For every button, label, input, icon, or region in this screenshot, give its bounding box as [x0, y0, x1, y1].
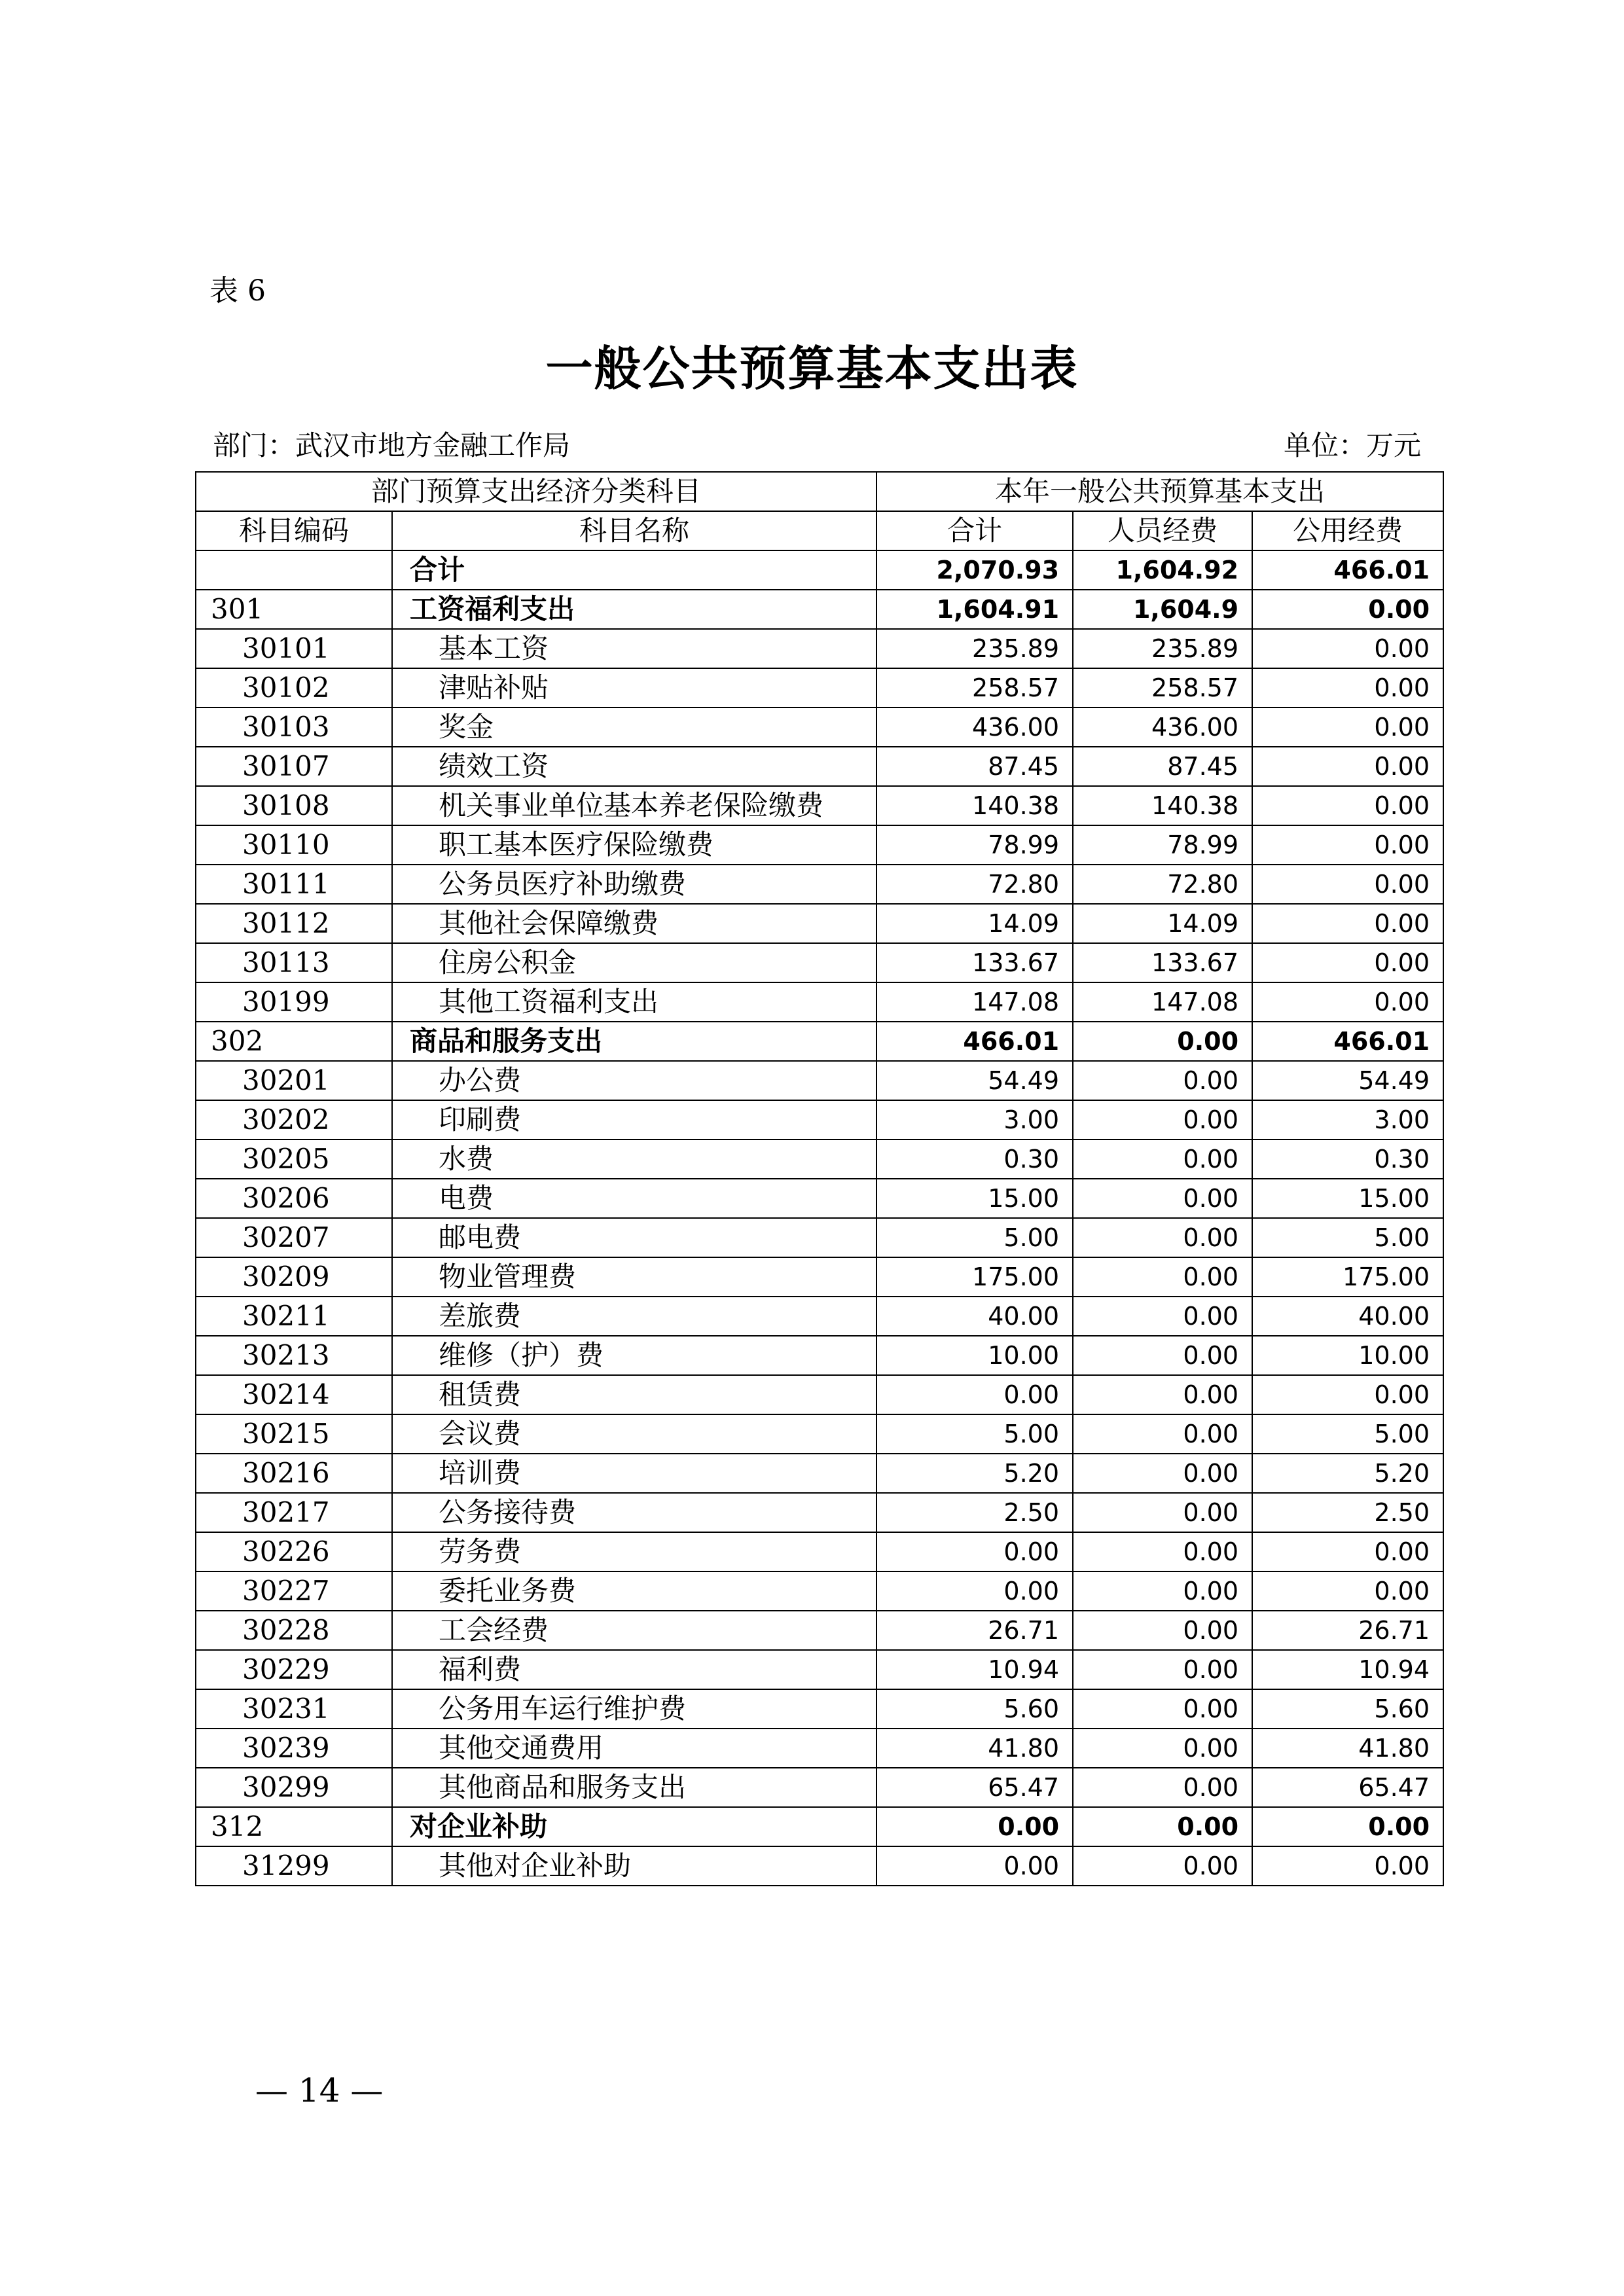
header-personnel: 人员经费 — [1073, 511, 1252, 550]
cell-public: 0.00 — [1252, 865, 1443, 904]
cell-code: 30202 — [196, 1100, 392, 1139]
cell-public: 3.00 — [1252, 1100, 1443, 1139]
cell-name: 邮电费 — [392, 1218, 876, 1257]
table-row — [196, 1729, 1443, 1768]
cell-personnel: 78.99 — [1073, 825, 1252, 865]
cell-total: 466.01 — [876, 1022, 1073, 1061]
table-row — [196, 786, 1443, 825]
cell-personnel: 0.00 — [1073, 1807, 1252, 1846]
table-row — [196, 904, 1443, 943]
cell-personnel: 0.00 — [1073, 1650, 1252, 1689]
cell-public: 10.00 — [1252, 1336, 1443, 1375]
cell-total: 5.60 — [876, 1689, 1073, 1729]
cell-code: 301 — [196, 590, 392, 629]
table-row — [196, 1493, 1443, 1532]
cell-code: 30112 — [196, 904, 392, 943]
cell-total: 2.50 — [876, 1493, 1073, 1532]
cell-code: 302 — [196, 1022, 392, 1061]
table-row — [196, 1139, 1443, 1179]
cell-code: 30217 — [196, 1493, 392, 1532]
cell-total: 72.80 — [876, 865, 1073, 904]
cell-total: 175.00 — [876, 1257, 1073, 1297]
cell-code: 30215 — [196, 1414, 392, 1454]
table-row — [196, 1650, 1443, 1689]
cell-public: 5.20 — [1252, 1454, 1443, 1493]
cell-name: 商品和服务支出 — [392, 1022, 876, 1061]
cell-name: 差旅费 — [392, 1297, 876, 1336]
cell-public: 41.80 — [1252, 1729, 1443, 1768]
table-row — [196, 1257, 1443, 1297]
cell-total: 0.30 — [876, 1139, 1073, 1179]
cell-personnel: 0.00 — [1073, 1139, 1252, 1179]
cell-personnel: 0.00 — [1073, 1375, 1252, 1414]
cell-name: 劳务费 — [392, 1532, 876, 1571]
table-row — [196, 1571, 1443, 1611]
cell-name: 印刷费 — [392, 1100, 876, 1139]
cell-name: 津贴补贴 — [392, 668, 876, 708]
table-row — [196, 1414, 1443, 1454]
cell-name: 委托业务费 — [392, 1571, 876, 1611]
header-code: 科目编码 — [196, 511, 392, 550]
cell-public: 0.00 — [1252, 786, 1443, 825]
cell-total: 5.00 — [876, 1414, 1073, 1454]
table-row — [196, 1689, 1443, 1729]
cell-personnel: 0.00 — [1073, 1061, 1252, 1100]
cell-code: 30299 — [196, 1768, 392, 1807]
cell-total: 436.00 — [876, 708, 1073, 747]
cell-name: 公务用车运行维护费 — [392, 1689, 876, 1729]
header-name: 科目名称 — [392, 511, 876, 550]
cell-name: 住房公积金 — [392, 943, 876, 982]
cell-name: 物业管理费 — [392, 1257, 876, 1297]
cell-total: 0.00 — [876, 1846, 1073, 1886]
header-public: 公用经费 — [1252, 511, 1443, 550]
cell-name: 职工基本医疗保险缴费 — [392, 825, 876, 865]
cell-personnel: 0.00 — [1073, 1179, 1252, 1218]
cell-name: 维修（护）费 — [392, 1336, 876, 1375]
cell-code: 30107 — [196, 747, 392, 786]
cell-code: 30108 — [196, 786, 392, 825]
cell-name: 机关事业单位基本养老保险缴费 — [392, 786, 876, 825]
cell-code: 30205 — [196, 1139, 392, 1179]
cell-code: 30103 — [196, 708, 392, 747]
cell-public: 26.71 — [1252, 1611, 1443, 1650]
header-row-columns — [196, 511, 1443, 550]
table-row — [196, 1375, 1443, 1414]
cell-code: 30207 — [196, 1218, 392, 1257]
cell-total: 0.00 — [876, 1532, 1073, 1571]
cell-personnel: 72.80 — [1073, 865, 1252, 904]
cell-public: 0.00 — [1252, 629, 1443, 668]
cell-public: 0.00 — [1252, 982, 1443, 1022]
cell-personnel: 0.00 — [1073, 1414, 1252, 1454]
cell-public: 0.30 — [1252, 1139, 1443, 1179]
cell-total: 10.94 — [876, 1650, 1073, 1689]
cell-personnel: 0.00 — [1073, 1100, 1252, 1139]
cell-total: 258.57 — [876, 668, 1073, 708]
cell-name: 工会经费 — [392, 1611, 876, 1650]
cell-code — [196, 550, 392, 590]
cell-public: 466.01 — [1252, 1022, 1443, 1061]
header-row-group — [196, 472, 1443, 511]
cell-code: 312 — [196, 1807, 392, 1846]
cell-personnel: 436.00 — [1073, 708, 1252, 747]
table-row — [196, 982, 1443, 1022]
cell-code: 30229 — [196, 1650, 392, 1689]
cell-name: 电费 — [392, 1179, 876, 1218]
table-row — [196, 1297, 1443, 1336]
cell-total: 0.00 — [876, 1375, 1073, 1414]
cell-code: 30113 — [196, 943, 392, 982]
table-row — [196, 1807, 1443, 1846]
cell-personnel: 0.00 — [1073, 1532, 1252, 1571]
cell-total: 140.38 — [876, 786, 1073, 825]
cell-personnel: 0.00 — [1073, 1297, 1252, 1336]
cell-public: 0.00 — [1252, 943, 1443, 982]
cell-public: 40.00 — [1252, 1297, 1443, 1336]
cell-name: 公务员医疗补助缴费 — [392, 865, 876, 904]
cell-personnel: 0.00 — [1073, 1257, 1252, 1297]
department-label: 部门：武汉市地方金融工作局 — [213, 429, 571, 461]
cell-public: 175.00 — [1252, 1257, 1443, 1297]
cell-personnel: 147.08 — [1073, 982, 1252, 1022]
cell-code: 30111 — [196, 865, 392, 904]
cell-name: 对企业补助 — [392, 1807, 876, 1846]
table-row — [196, 1532, 1443, 1571]
cell-public: 0.00 — [1252, 590, 1443, 629]
cell-name: 绩效工资 — [392, 747, 876, 786]
cell-name: 培训费 — [392, 1454, 876, 1493]
table-label: 表 6 — [209, 274, 266, 308]
cell-public: 0.00 — [1252, 708, 1443, 747]
cell-total: 2,070.93 — [876, 550, 1073, 590]
cell-code: 31299 — [196, 1846, 392, 1886]
table-row — [196, 943, 1443, 982]
cell-personnel: 0.00 — [1073, 1611, 1252, 1650]
table-row — [196, 1454, 1443, 1493]
cell-public: 0.00 — [1252, 1532, 1443, 1571]
table-row — [196, 1768, 1443, 1807]
cell-total: 3.00 — [876, 1100, 1073, 1139]
table-row — [196, 708, 1443, 747]
cell-name: 其他工资福利支出 — [392, 982, 876, 1022]
cell-public: 5.00 — [1252, 1414, 1443, 1454]
cell-personnel: 0.00 — [1073, 1218, 1252, 1257]
cell-personnel: 14.09 — [1073, 904, 1252, 943]
cell-name: 其他社会保障缴费 — [392, 904, 876, 943]
cell-public: 65.47 — [1252, 1768, 1443, 1807]
cell-name: 基本工资 — [392, 629, 876, 668]
cell-public: 54.49 — [1252, 1061, 1443, 1100]
cell-personnel: 0.00 — [1073, 1336, 1252, 1375]
cell-total: 235.89 — [876, 629, 1073, 668]
cell-personnel: 87.45 — [1073, 747, 1252, 786]
cell-code: 30102 — [196, 668, 392, 708]
cell-total: 133.67 — [876, 943, 1073, 982]
cell-public: 0.00 — [1252, 668, 1443, 708]
cell-name: 办公费 — [392, 1061, 876, 1100]
table-row — [196, 629, 1443, 668]
cell-code: 30211 — [196, 1297, 392, 1336]
cell-name: 福利费 — [392, 1650, 876, 1689]
cell-personnel: 258.57 — [1073, 668, 1252, 708]
header-economic-classification: 部门预算支出经济分类科目 — [196, 472, 876, 511]
table-body — [196, 550, 1443, 1886]
cell-total: 15.00 — [876, 1179, 1073, 1218]
header-total: 合计 — [876, 511, 1073, 550]
cell-total: 14.09 — [876, 904, 1073, 943]
cell-public: 0.00 — [1252, 1846, 1443, 1886]
cell-code: 30101 — [196, 629, 392, 668]
cell-total: 40.00 — [876, 1297, 1073, 1336]
unit-label: 单位：万元 — [1283, 429, 1421, 461]
table-row — [196, 590, 1443, 629]
table-row — [196, 1061, 1443, 1100]
cell-code: 30201 — [196, 1061, 392, 1100]
cell-public: 5.00 — [1252, 1218, 1443, 1257]
table-row — [196, 1218, 1443, 1257]
cell-personnel: 235.89 — [1073, 629, 1252, 668]
table-row — [196, 1611, 1443, 1650]
cell-personnel: 0.00 — [1073, 1022, 1252, 1061]
cell-personnel: 140.38 — [1073, 786, 1252, 825]
cell-name: 租赁费 — [392, 1375, 876, 1414]
cell-personnel: 0.00 — [1073, 1729, 1252, 1768]
cell-code: 30228 — [196, 1611, 392, 1650]
cell-name: 其他商品和服务支出 — [392, 1768, 876, 1807]
cell-personnel: 0.00 — [1073, 1689, 1252, 1729]
cell-name: 公务接待费 — [392, 1493, 876, 1532]
cell-personnel: 0.00 — [1073, 1493, 1252, 1532]
cell-public: 5.60 — [1252, 1689, 1443, 1729]
cell-personnel: 133.67 — [1073, 943, 1252, 982]
table-row — [196, 1022, 1443, 1061]
cell-total: 1,604.91 — [876, 590, 1073, 629]
cell-code: 30227 — [196, 1571, 392, 1611]
cell-personnel: 0.00 — [1073, 1454, 1252, 1493]
cell-public: 15.00 — [1252, 1179, 1443, 1218]
cell-code: 30226 — [196, 1532, 392, 1571]
cell-total: 41.80 — [876, 1729, 1073, 1768]
table-row — [196, 1846, 1443, 1886]
cell-name: 其他交通费用 — [392, 1729, 876, 1768]
cell-personnel: 0.00 — [1073, 1846, 1252, 1886]
cell-code: 30110 — [196, 825, 392, 865]
cell-total: 65.47 — [876, 1768, 1073, 1807]
cell-code: 30213 — [196, 1336, 392, 1375]
page-number: — 14 — — [255, 2072, 384, 2109]
cell-public: 0.00 — [1252, 1375, 1443, 1414]
cell-code: 30209 — [196, 1257, 392, 1297]
cell-code: 30206 — [196, 1179, 392, 1218]
cell-public: 10.94 — [1252, 1650, 1443, 1689]
cell-public: 0.00 — [1252, 1571, 1443, 1611]
cell-code: 30239 — [196, 1729, 392, 1768]
cell-personnel: 1,604.9 — [1073, 590, 1252, 629]
cell-public: 0.00 — [1252, 747, 1443, 786]
cell-total: 5.20 — [876, 1454, 1073, 1493]
cell-personnel: 1,604.92 — [1073, 550, 1252, 590]
cell-total: 10.00 — [876, 1336, 1073, 1375]
cell-public: 0.00 — [1252, 825, 1443, 865]
table-row — [196, 1336, 1443, 1375]
cell-name: 奖金 — [392, 708, 876, 747]
cell-code: 30216 — [196, 1454, 392, 1493]
budget-table — [195, 471, 1444, 1886]
page-title: 一般公共预算基本支出表 — [545, 340, 1079, 396]
cell-code: 30199 — [196, 982, 392, 1022]
cell-code: 30214 — [196, 1375, 392, 1414]
cell-name: 合计 — [392, 550, 876, 590]
table-row — [196, 747, 1443, 786]
cell-public: 0.00 — [1252, 1807, 1443, 1846]
table-row — [196, 550, 1443, 590]
cell-personnel: 0.00 — [1073, 1571, 1252, 1611]
table-row — [196, 865, 1443, 904]
cell-total: 5.00 — [876, 1218, 1073, 1257]
table-row — [196, 1100, 1443, 1139]
cell-code: 30231 — [196, 1689, 392, 1729]
cell-public: 466.01 — [1252, 550, 1443, 590]
cell-name: 其他对企业补助 — [392, 1846, 876, 1886]
cell-public: 2.50 — [1252, 1493, 1443, 1532]
table-row — [196, 668, 1443, 708]
cell-name: 工资福利支出 — [392, 590, 876, 629]
cell-public: 0.00 — [1252, 904, 1443, 943]
cell-total: 0.00 — [876, 1807, 1073, 1846]
cell-name: 会议费 — [392, 1414, 876, 1454]
header-basic-expenditure: 本年一般公共预算基本支出 — [876, 472, 1443, 511]
cell-personnel: 0.00 — [1073, 1768, 1252, 1807]
cell-total: 78.99 — [876, 825, 1073, 865]
cell-total: 26.71 — [876, 1611, 1073, 1650]
table-row — [196, 1179, 1443, 1218]
cell-name: 水费 — [392, 1139, 876, 1179]
cell-total: 54.49 — [876, 1061, 1073, 1100]
cell-total: 87.45 — [876, 747, 1073, 786]
table-row — [196, 825, 1443, 865]
cell-total: 147.08 — [876, 982, 1073, 1022]
cell-total: 0.00 — [876, 1571, 1073, 1611]
